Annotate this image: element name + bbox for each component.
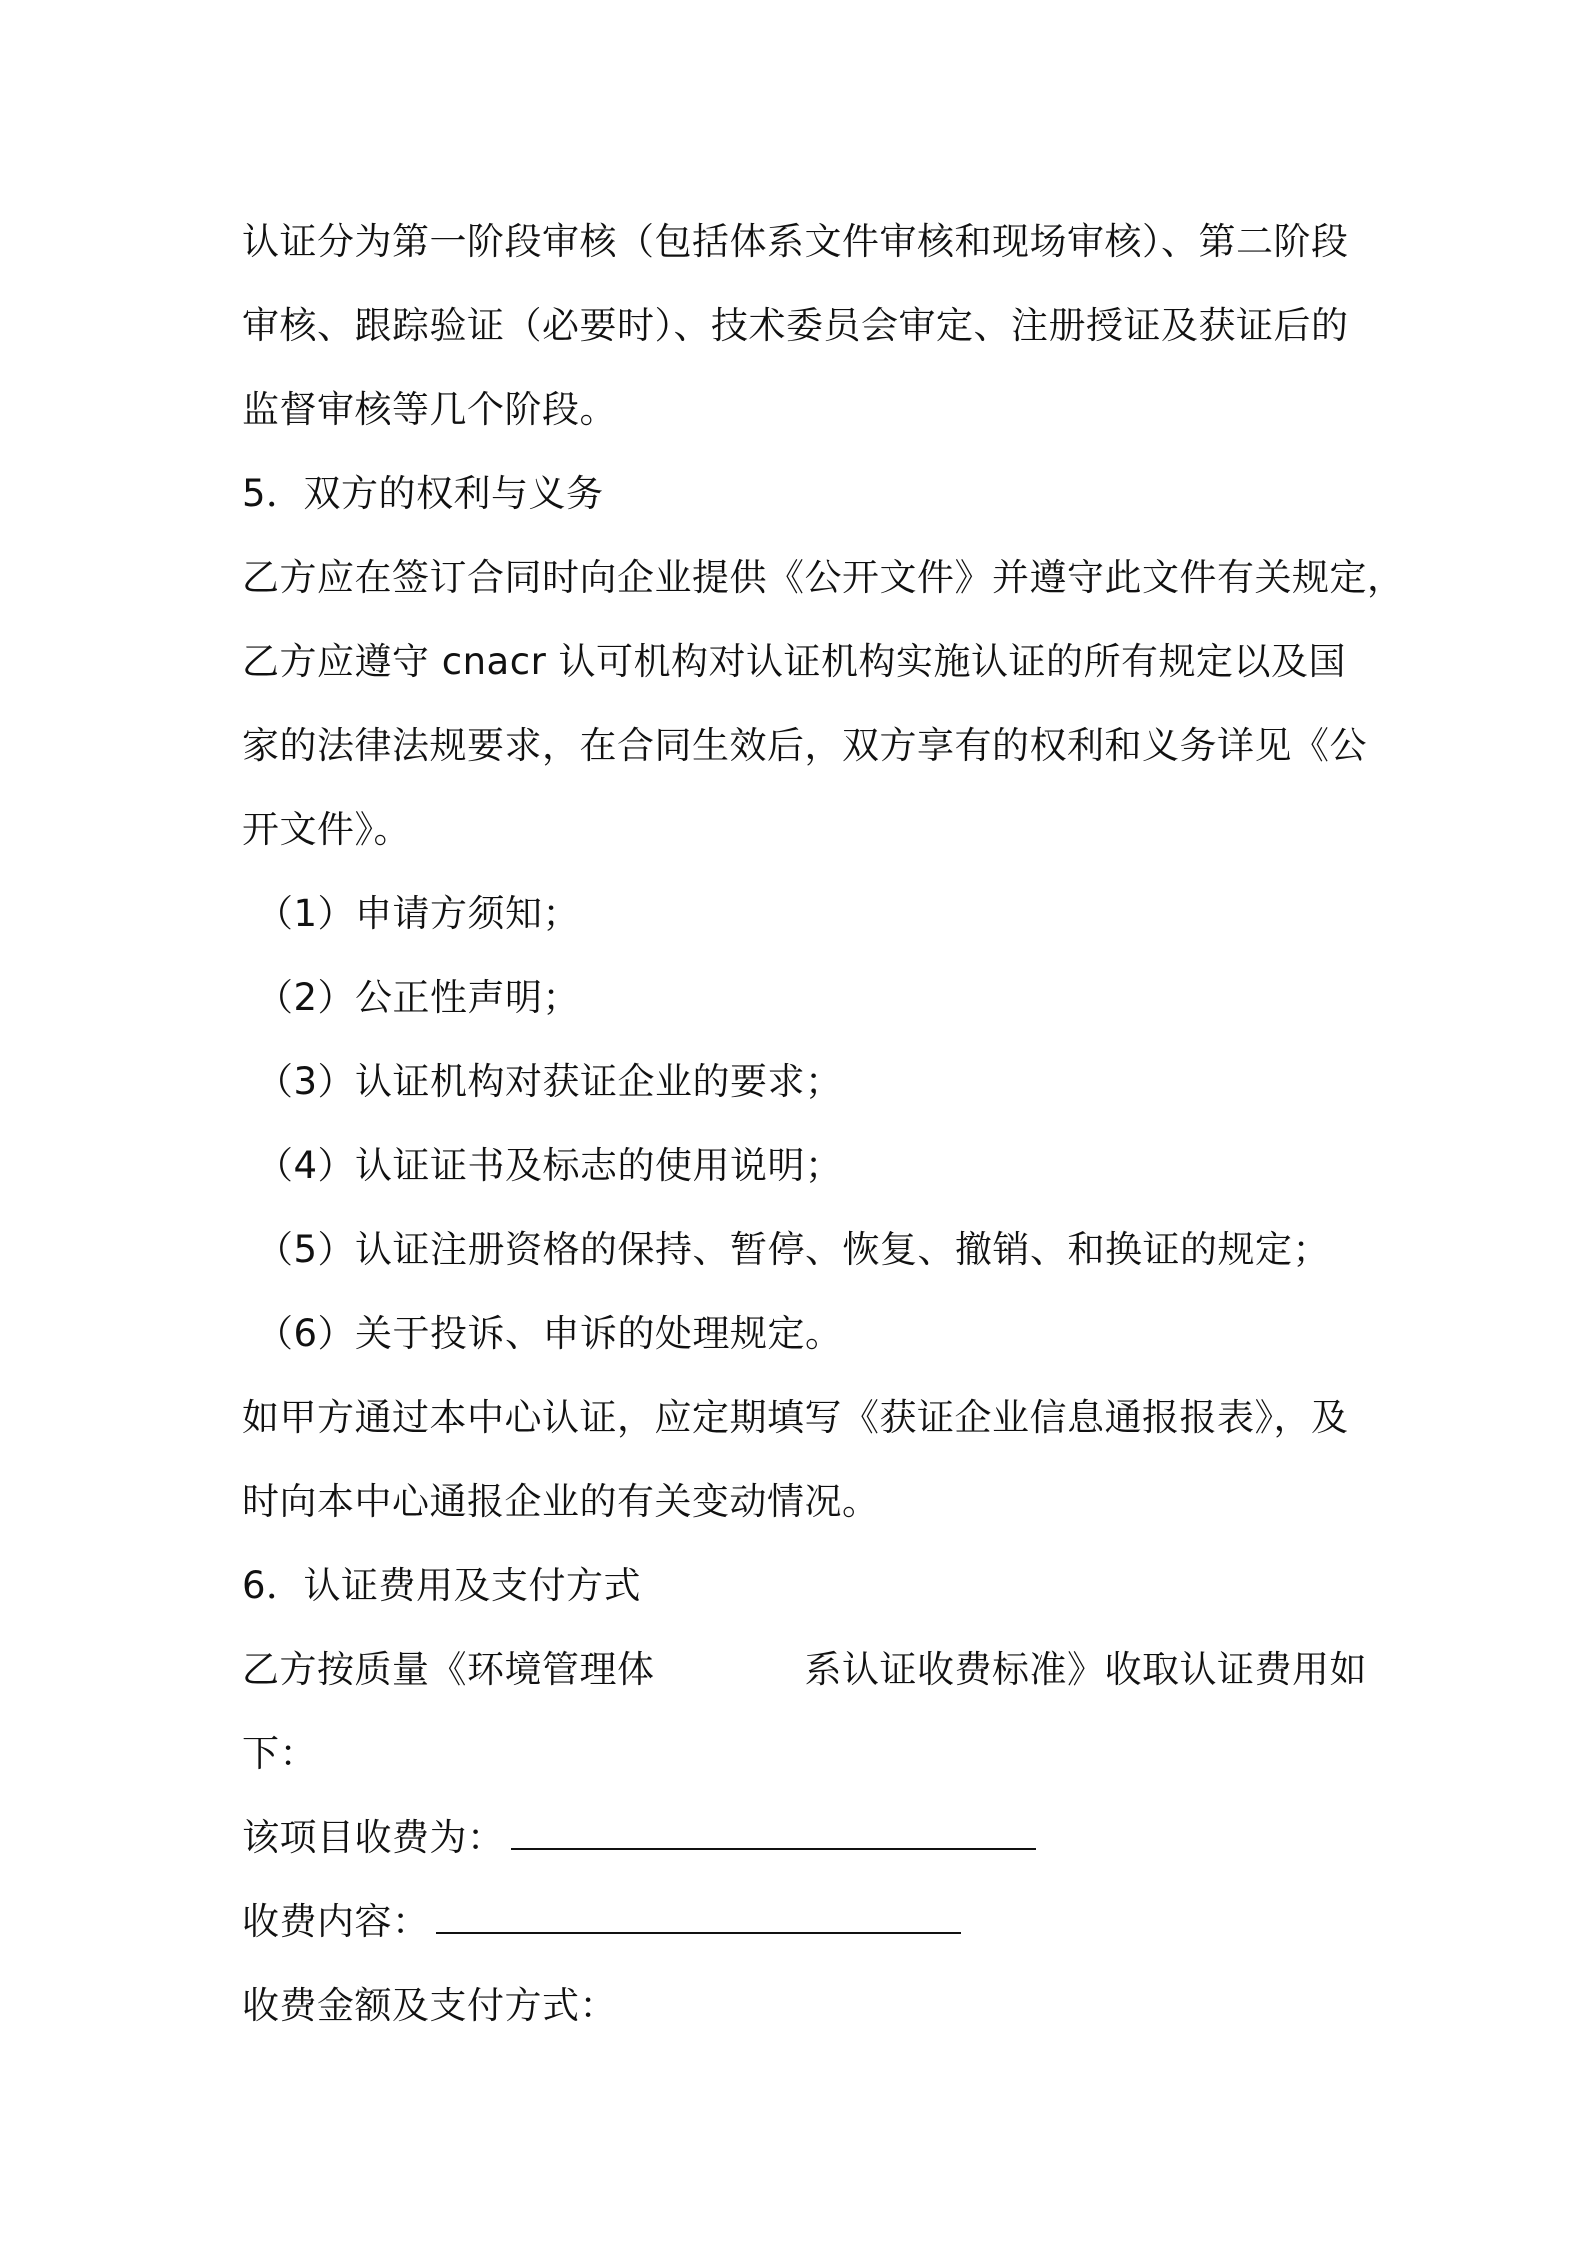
fee-standard-text-part2: 系认证收费标准》收取认证费用如 [804, 1648, 1367, 1691]
list-item: （1）申请方须知； [256, 892, 581, 935]
paragraph-line: 如甲方通过本中心认证，应定期填写《获证企业信息通报报表》，及 [242, 1396, 1349, 1439]
fee-standard-line [242, 1628, 1367, 1712]
list-item: （6）关于投诉、申诉的处理规定。 [256, 1312, 843, 1355]
payment-method-label: 收费金额及支付方式： [242, 1984, 617, 2027]
fee-amount-line [242, 1796, 1362, 1880]
section-heading: 6．认证费用及支付方式 [242, 1564, 642, 1607]
fee-amount-blank[interactable] [511, 1818, 1036, 1850]
fee-content-label: 收费内容： [242, 1900, 430, 1943]
list-item: （5）认证注册资格的保持、暂停、恢复、撤销、和换证的规定； [256, 1228, 1331, 1271]
fee-standard-text-part1: 乙方按质量《环境管理体 [242, 1648, 655, 1691]
paragraph-line: 认证分为第一阶段审核（包括体系文件审核和现场审核）、第二阶段 [242, 220, 1349, 263]
paragraph-line: 审核、跟踪验证（必要时）、技术委员会审定、注册授证及获证后的 [242, 304, 1349, 347]
list-item: （4）认证证书及标志的使用说明； [256, 1144, 843, 1187]
section-heading: 5．双方的权利与义务 [242, 472, 604, 515]
list-item: （2）公正性声明； [256, 976, 581, 1019]
paragraph-line: 乙方应遵守 cnacr 认可机构对认证机构实施认证的所有规定以及国 [242, 640, 1347, 683]
document-body [242, 200, 1405, 2048]
fee-content-blank[interactable] [436, 1902, 961, 1934]
fee-amount-label: 该项目收费为： [242, 1816, 505, 1859]
fee-content-line [242, 1880, 1362, 1964]
paragraph-line: 开文件》。 [242, 808, 411, 851]
paragraph-line: 时向本中心通报企业的有关变动情况。 [242, 1480, 880, 1523]
paragraph-line: 下： [242, 1732, 317, 1775]
paragraph-line: 家的法律法规要求，在合同生效后，双方享有的权利和义务详见《公 [242, 724, 1367, 767]
list-item: （3）认证机构对获证企业的要求； [256, 1060, 843, 1103]
payment-method-line [242, 1964, 1362, 2048]
paragraph-line: 乙方应在签订合同时向企业提供《公开文件》并遵守此文件有关规定， [242, 556, 1405, 599]
paragraph-line: 监督审核等几个阶段。 [242, 388, 617, 431]
